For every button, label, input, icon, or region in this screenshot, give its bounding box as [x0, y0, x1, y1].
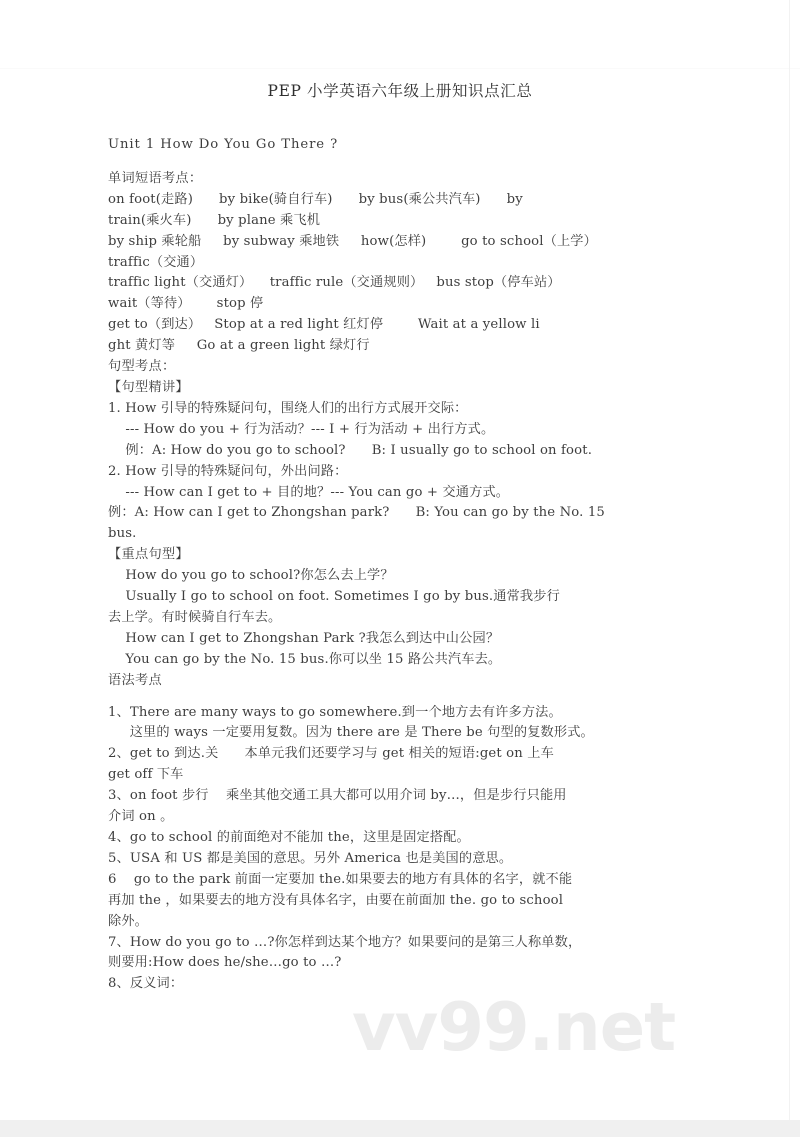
key-pattern-line: 去上学。有时候骑自行车去。 — [108, 609, 282, 625]
unit-heading: Unit 1 How Do You Go There ? — [108, 137, 339, 152]
vocab-line: by ship 乘轮船 by subway 乘地铁 how(怎样) go to school（上学） — [108, 233, 597, 249]
vocab-line: traffic（交通） — [108, 254, 204, 270]
grammar-line: 3、on foot 步行 乘坐其他交通工具大都可以用介词 by…，但是步行只能用 — [108, 788, 567, 804]
grammar-line: 7、How do you go to …?你怎样到达某个地方？如果要问的是第三人称单数， — [108, 934, 582, 950]
vocab-line: get to（到达） Stop at a red light 红灯停 Wait at a yellow li — [108, 317, 540, 333]
vocab-line: train(乘火车) by plane 乘飞机 — [108, 212, 321, 228]
document-body — [108, 135, 688, 995]
sentence-subheading: 【句型精讲】 — [108, 379, 189, 395]
key-pattern-line: You can go by the No. 15 bus.你可以坐 15 路公共汽车去。 — [108, 651, 502, 667]
site-watermark: vv99.net — [352, 988, 676, 1066]
key-pattern-line: How do you go to school?你怎么去上学？ — [108, 568, 394, 584]
key-pattern-line: Usually I go to school on foot. Sometimes I go by bus.通常我步行 — [108, 589, 560, 605]
sentence-line: bus. — [108, 526, 137, 542]
grammar-line: 4、go to school 的前面绝对不能加 the，这里是固定搭配。 — [108, 830, 470, 845]
key-pattern-line: How can I get to Zhongshan Park ?我怎么到达中山公园？ — [108, 630, 500, 646]
grammar-line: 2、get to 到达.关 本单元我们还要学习与 get 相关的短语:get on 上车 — [108, 746, 554, 762]
sentence-line: 2. How 引导的特殊疑问句，外出问路： — [108, 463, 348, 479]
grammar-line: 介词 on 。 — [108, 809, 174, 825]
grammar-line: 8、反义词： — [108, 976, 184, 992]
grammar-line: 则要用:How does he/she…go to …? — [108, 955, 342, 971]
vocab-line: traffic light（交通灯） traffic rule（交通规则） bus stop（停车站） — [108, 275, 561, 291]
sentence-line: 例：A: How can I get to Zhongshan park? B: You can go by the No. 15 — [108, 505, 605, 521]
grammar-line: 5、USA 和 US 都是美国的意思。另外 America 也是美国的意思。 — [108, 850, 513, 866]
sentence-line: --- How do you + 行为活动？--- I + 行为活动 + 出行方式。 — [108, 421, 495, 437]
grammar-line: 除外。 — [108, 913, 149, 929]
grammar-section-heading: 语法考点 — [108, 672, 162, 688]
vocab-line: on foot(走路) by bike(骑自行车) by bus(乘公共汽车) by — [108, 191, 523, 207]
grammar-line: 6 go to the park 前面一定要加 the.如果要去的地方有具体的名字，就不能 — [108, 871, 573, 887]
sentence-section-heading: 句型考点： — [108, 359, 176, 375]
sentence-line: 1. How 引导的特殊疑问句，围绕人们的出行方式展开交际： — [108, 400, 468, 416]
page-title: PEP 小学英语六年级上册知识点汇总 — [267, 82, 533, 100]
sentence-line: 例：A: How do you go to school? B: I usually go to school on foot. — [108, 442, 593, 458]
sentence-line: --- How can I get to + 目的地？--- You can go + 交通方式。 — [108, 484, 510, 500]
grammar-line: 1、There are many ways to go somewhere.到一个地方去有许多方法。 — [108, 704, 562, 720]
grammar-line: get off 下车 — [108, 767, 184, 783]
spacer — [108, 156, 688, 169]
spacer — [108, 692, 688, 703]
grammar-line: 再加 the ，如果要去的地方没有具体名字，由要在前面加 the. go to school — [108, 892, 564, 908]
vocab-line: wait（等待） stop 停 — [108, 296, 264, 312]
vocab-section-heading: 单词短语考点： — [108, 170, 203, 186]
vocab-line: ght 黄灯等 Go at a green light 绿灯行 — [108, 338, 370, 354]
grammar-line: 这里的 ways 一定要用复数。因为 there are 是 There be 句型的复数形式。 — [108, 725, 594, 741]
key-patterns-heading: 【重点句型】 — [108, 547, 189, 563]
